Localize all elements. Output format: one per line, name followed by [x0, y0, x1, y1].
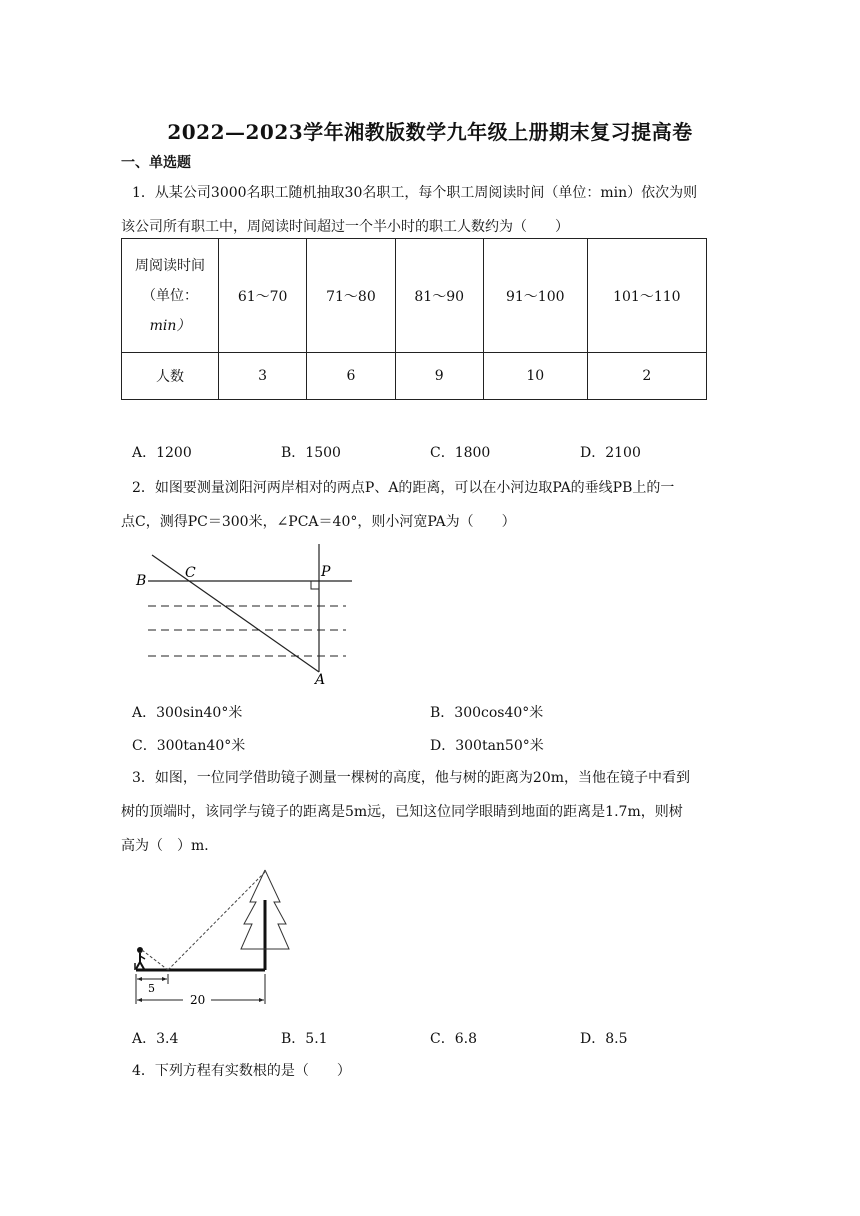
sight-line-tree — [168, 872, 265, 970]
label-b: B — [136, 573, 147, 589]
arrow-right-icon — [162, 977, 167, 981]
table-cell-count: 3 — [219, 353, 307, 400]
sight-line-eye — [142, 950, 168, 970]
arrow-left-icon — [137, 977, 142, 981]
q1-text-line1: 1．从某公司3000名职工随机抽取30名职工，每个职工周阅读时间（单位：min）依次为则 — [132, 185, 698, 201]
table-cell-range: 81～90 — [395, 239, 483, 353]
arrow-right-icon — [259, 998, 264, 1002]
table-header-label — [122, 239, 219, 353]
page-title: 2022—2023学年湘教版数学九年级上册期末复习提高卷 — [167, 120, 693, 144]
q2-option-a[interactable]: A．300sin40°米 — [132, 705, 243, 721]
q1-option-b[interactable]: B．1500 — [281, 445, 341, 461]
q4-text-line1: 4．下列方程有实数根的是（ ） — [132, 1063, 351, 1079]
tree-mirror-figure — [128, 862, 293, 1012]
section-heading: 一、单选题 — [121, 155, 191, 171]
dim-label-5: 5 — [148, 982, 155, 995]
arrow-left-icon — [137, 998, 142, 1002]
q2-text-line2: 点C，测得PC＝300米，∠PCA＝40°，则小河宽PA为（ ） — [121, 514, 516, 530]
q3-option-b[interactable]: B．5.1 — [281, 1031, 328, 1047]
table-cell-range: 101～110 — [587, 239, 706, 353]
q3-text-line1: 3．如图，一位同学借助镜子测量一棵树的高度，他与树的距离为20m，当他在镜子中看到 — [132, 770, 690, 786]
header-label-line: min） — [149, 317, 191, 334]
table-row-ranges — [122, 239, 707, 353]
header-label-line: 周阅读时间 — [135, 257, 205, 274]
person-icon — [135, 947, 145, 970]
q3-text-line3: 高为（ ）m． — [121, 838, 219, 854]
q3-option-c[interactable]: C．6.8 — [430, 1031, 477, 1047]
label-a: A — [315, 672, 326, 688]
table-cell-count: 10 — [483, 353, 587, 400]
right-angle-mark — [311, 581, 319, 589]
q1-option-a[interactable]: A．1200 — [132, 445, 192, 461]
q3-text-line2: 树的顶端时，该同学与镜子的距离是5m远，已知这位同学眼睛到地面的距离是1.7m，则树 — [121, 804, 683, 820]
q3-option-a[interactable]: A．3.4 — [132, 1031, 179, 1047]
q2-option-c[interactable]: C．300tan40°米 — [132, 738, 246, 754]
q2-text-line1: 2．如图要测量浏阳河两岸相对的两点P、A的距离，可以在小河边取PA的垂线PB上的一 — [132, 480, 675, 496]
table-cell-count: 2 — [587, 353, 706, 400]
q1-text-line2: 该公司所有职工中，周阅读时间超过一个半小时的职工人数约为（ ） — [121, 219, 569, 235]
table-cell-range: 61～70 — [219, 239, 307, 353]
q1-option-c[interactable]: C．1800 — [430, 445, 491, 461]
table-count-label: 人数 — [122, 353, 219, 400]
q2-option-d[interactable]: D．300tan50°米 — [430, 738, 544, 754]
river-figure — [130, 540, 360, 690]
q1-option-d[interactable]: D．2100 — [580, 445, 641, 461]
dim-label-20: 20 — [190, 993, 206, 1007]
table-cell-count: 9 — [395, 353, 483, 400]
table-row-counts — [122, 353, 707, 400]
label-c: C — [185, 565, 196, 581]
reading-time-table — [121, 238, 707, 400]
line-ca — [152, 555, 319, 672]
q2-option-b[interactable]: B．300cos40°米 — [430, 705, 544, 721]
table-cell-count: 6 — [307, 353, 395, 400]
table-cell-range: 91～100 — [483, 239, 587, 353]
q3-option-d[interactable]: D．8.5 — [580, 1031, 628, 1047]
table-cell-range: 71～80 — [307, 239, 395, 353]
label-p: P — [321, 564, 331, 580]
header-label-line: （单位： — [142, 287, 198, 304]
